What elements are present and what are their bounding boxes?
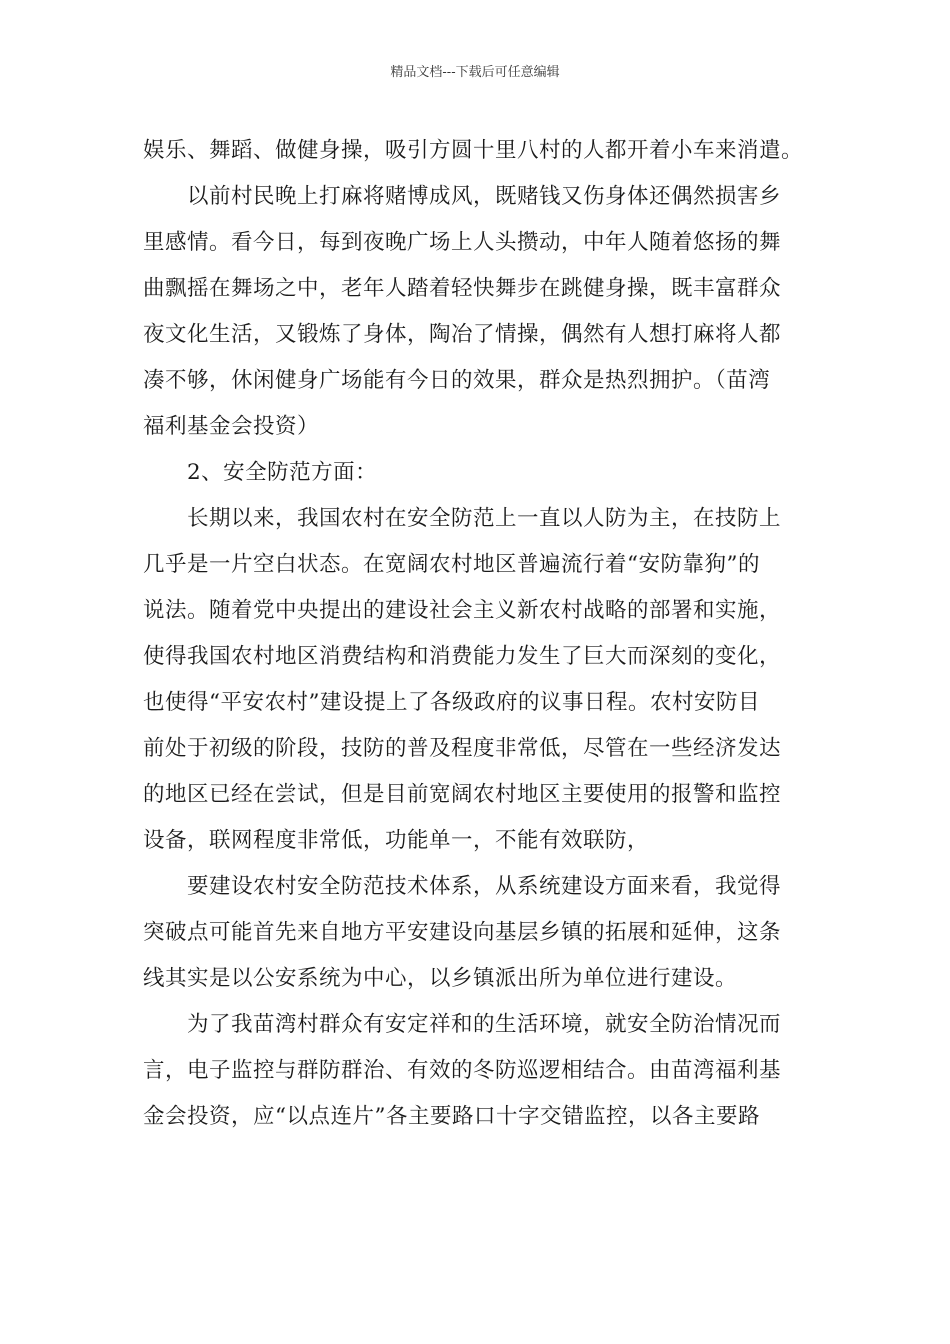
paragraph-4	[143, 496, 808, 864]
paragraph-line: 说法。随着党中央提出的建设社会主义新农村战略的部署和实施，	[143, 598, 782, 623]
paragraph-2	[143, 174, 808, 450]
section-heading	[143, 450, 808, 496]
paragraph-line: 娱乐、舞蹈、做健身操，吸引方圆十里八村的人都开着小车来消遣。	[143, 138, 804, 163]
paragraph-line: 要建设农村安全防范技术体系，从系统建设方面来看，我觉得	[187, 874, 782, 899]
paragraph-line: 曲飘摇在舞场之中，老年人踏着轻快舞步在跳健身操，既丰富群众	[143, 276, 782, 301]
paragraph-line: 夜文化生活，又锻炼了身体，陶冶了情操，偶然有人想打麻将人都	[143, 322, 782, 347]
paragraph-line: 使得我国农村地区消费结构和消费能力发生了巨大而深刻的变化，	[143, 644, 782, 669]
paragraph-line: 突破点可能首先来自地方平安建设向基层乡镇的拓展和延伸，这条	[143, 920, 782, 945]
paragraph-line: 为了我苗湾村群众有安定祥和的生活环境，就安全防治情况而	[187, 1012, 782, 1037]
page-header: 精品文档---下载后可任意编辑	[390, 65, 560, 80]
paragraph-6	[143, 1002, 808, 1140]
paragraph-line: 几乎是一片空白状态。在宽阔农村地区普遍流行着“安防靠狗”的	[143, 552, 760, 577]
paragraph-line: 的地区已经在尝试，但是目前宽阔农村地区主要使用的报警和监控	[143, 782, 782, 807]
paragraph-line: 以前村民晚上打麻将赌博成风，既赌钱又伤身体还偶然损害乡	[187, 184, 782, 209]
paragraph-line: 前处于初级的阶段，技防的普及程度非常低，尽管在一些经济发达	[143, 736, 782, 761]
paragraph-line: 线其实是以公安系统为中心，以乡镇派出所为单位进行建设。	[143, 966, 738, 991]
paragraph-line: 福利基金会投资）	[143, 414, 320, 439]
paragraph-line: 设备，联网程度非常低，功能单一，不能有效联防，	[143, 828, 650, 853]
paragraph-line: 里感情。看今日，每到夜晚广场上人头攒动，中年人随着悠扬的舞	[143, 230, 782, 255]
paragraph-line: 长期以来，我国农村在安全防范上一直以人防为主，在技防上	[187, 506, 782, 531]
paragraph-5	[143, 864, 808, 1002]
document-body	[143, 128, 808, 1140]
paragraph-line: 言，电子监控与群防群治、有效的冬防巡逻相结合。由苗湾福利基	[143, 1058, 782, 1083]
paragraph-line: 也使得“平安农村”建设提上了各级政府的议事日程。农村安防目	[143, 690, 760, 715]
paragraph-line: 金会投资，应“以点连片”各主要路口十字交错监控，以各主要路	[143, 1104, 760, 1129]
paragraph-line: 凑不够，休闲健身广场能有今日的效果，群众是热烈拥护。（苗湾	[143, 368, 771, 393]
paragraph-line: 2、安全防范方面：	[187, 460, 378, 485]
paragraph-1	[143, 128, 808, 174]
